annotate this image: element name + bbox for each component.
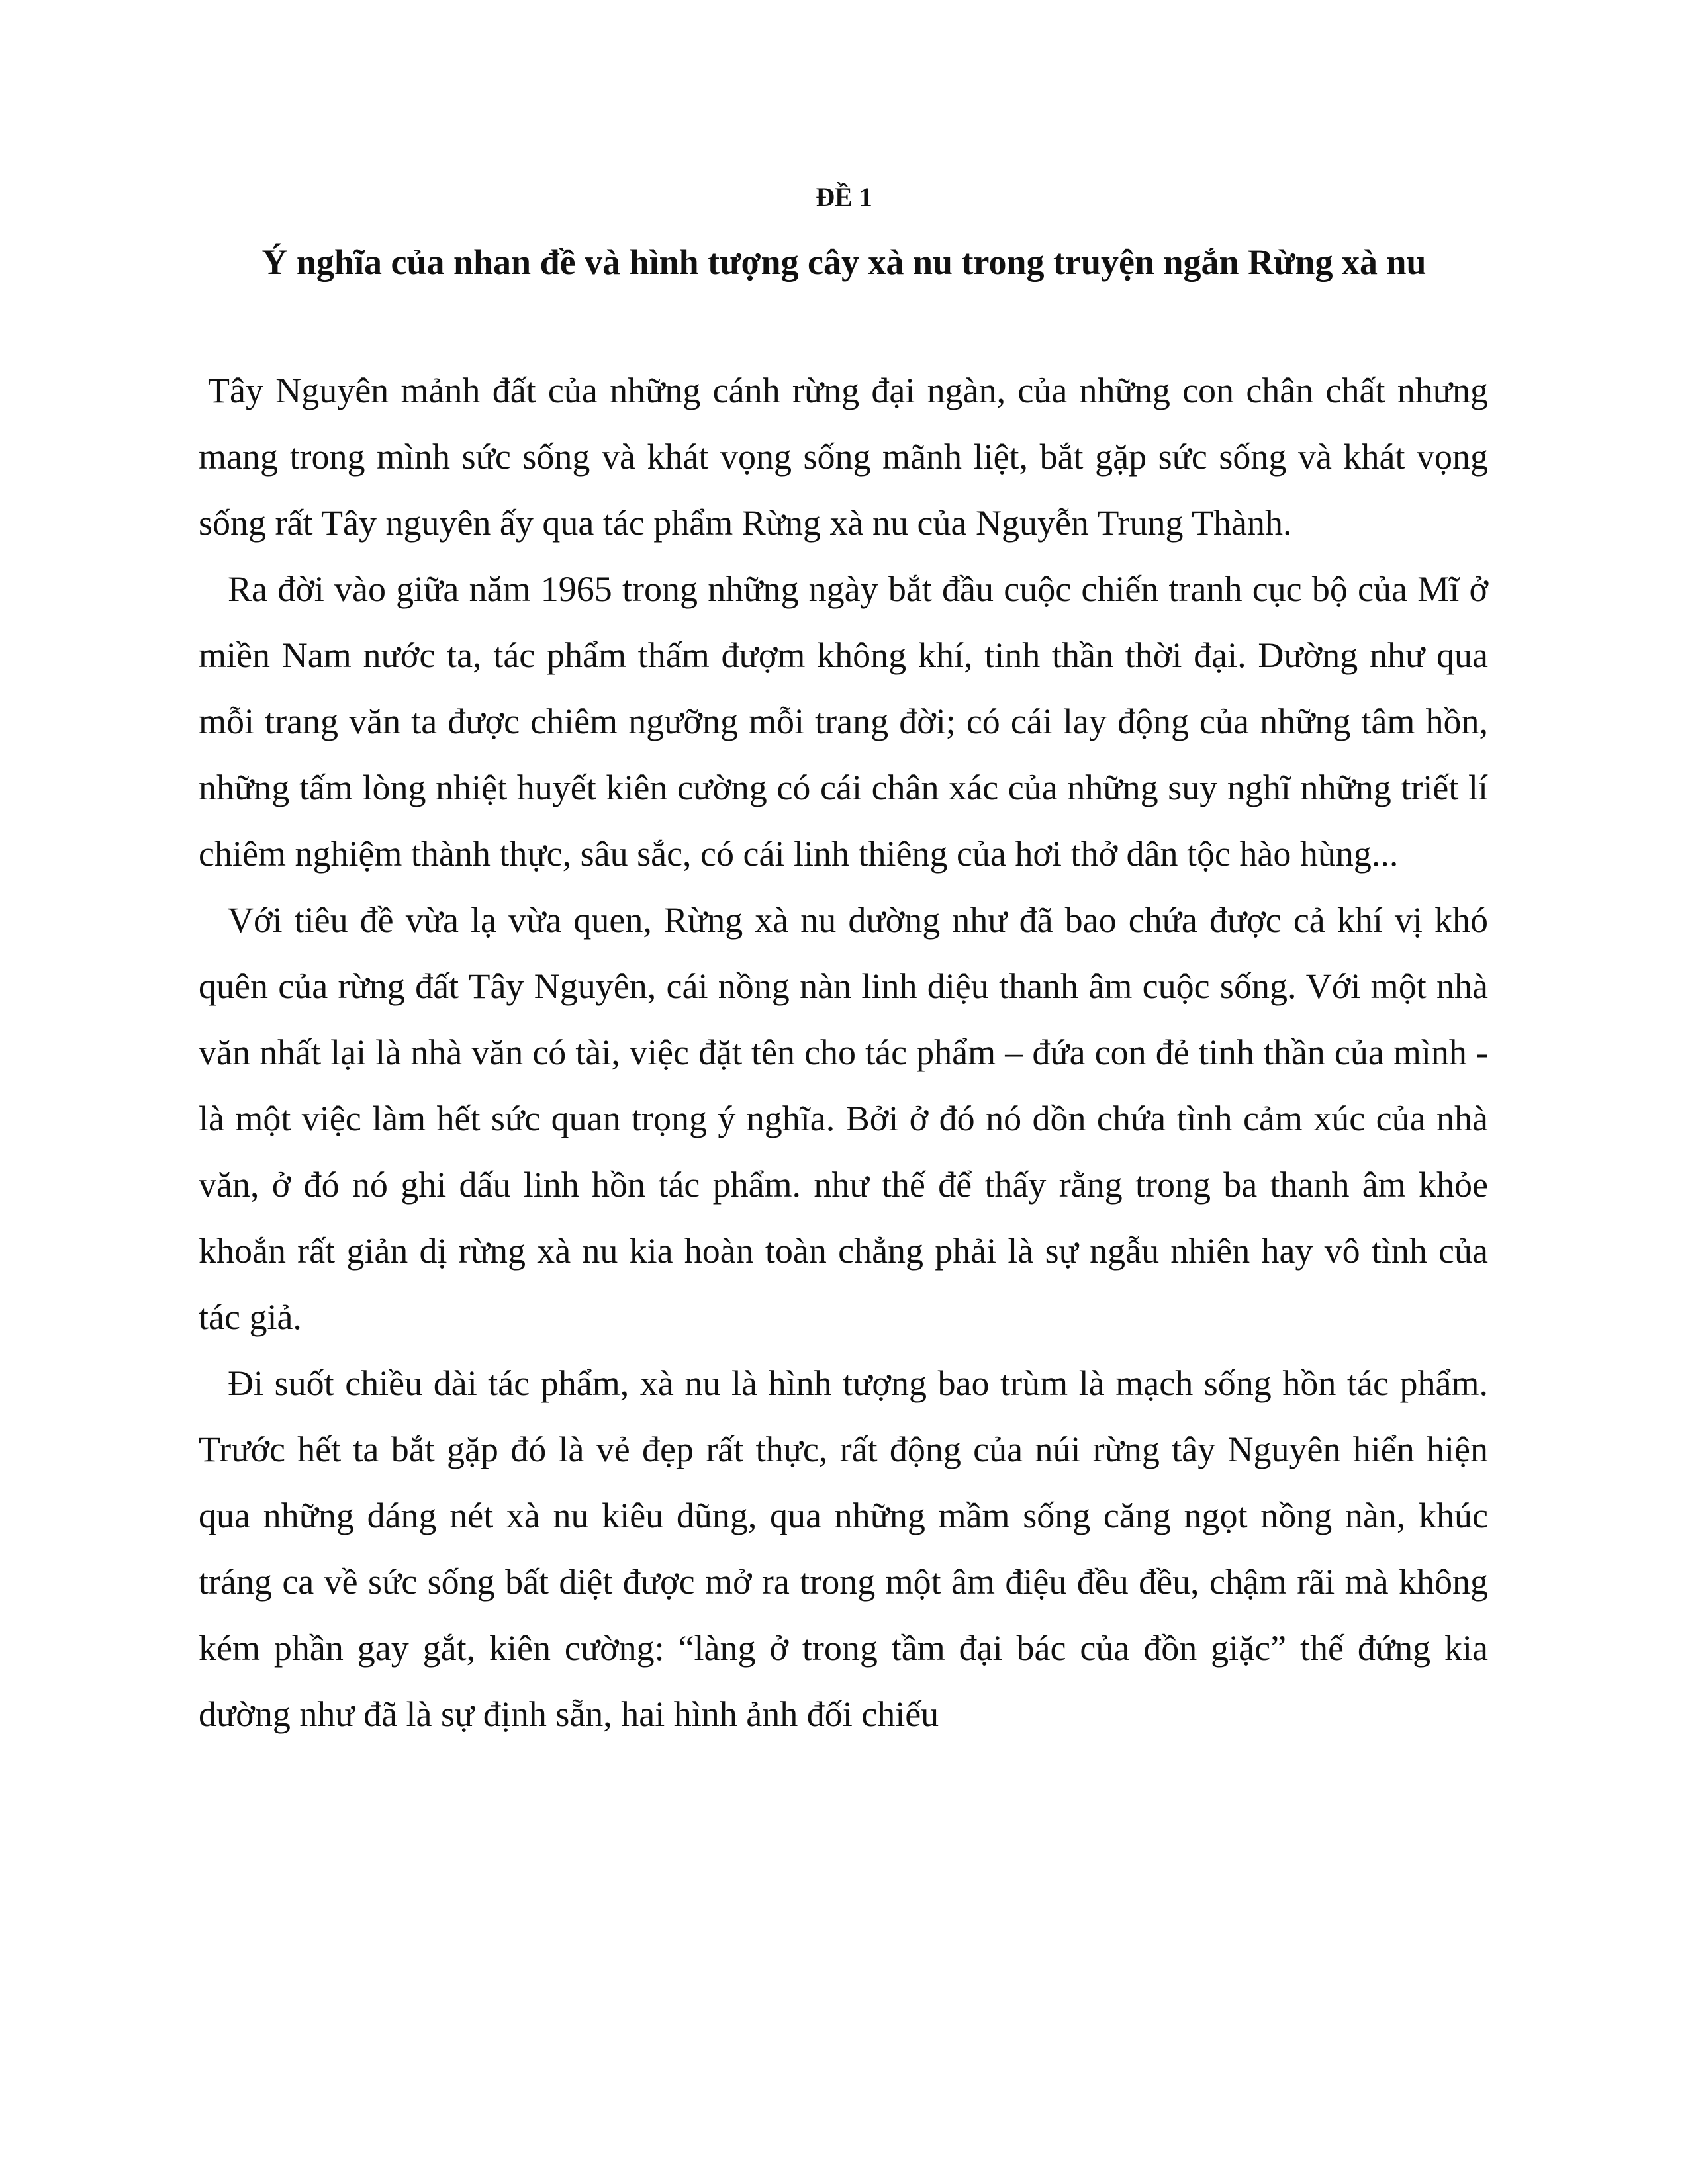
essay-body bbox=[199, 357, 1488, 1747]
paragraph-image-analysis: Đi suốt chiều dài tác phẩm, xà nu là hình tượng bao trùm là mạch sống hồn tác phẩm. Trước hết ta bắt gặp đó là vẻ đẹp rất thực, rất động của núi rừng tây Nguyên hiển hiện qua những dáng nét xà nu kiêu dũng, qua những mầm sống căng ngọt nồng nàn, khúc tráng ca về sức sống bất diệt được mở ra trong một âm điệu đều đều, chậm rãi mà không kém phần gay gắt, kiên cường: “làng ở trong tầm đại bác của đồn giặc” thế đứng kia dường như đã là sự định sẵn, hai hình ảnh đối chiếu bbox=[199, 1363, 1488, 1734]
paragraph-context: Ra đời vào giữa năm 1965 trong những ngày bắt đầu cuộc chiến tranh cục bộ của Mĩ ở miền Nam nước ta, tác phẩm thấm đượm không khí, tinh thần thời đại. Dường như qua mỗi trang văn ta được chiêm ngưỡng mỗi trang đời; có cái lay động của những tâm hồn, những tấm lòng nhiệt huyết kiên cường có cái chân xác của những suy nghĩ những triết lí chiêm nghiệm thành thực, sâu sắc, có cái linh thiêng của hơi thở dân tộc hào hùng... bbox=[199, 569, 1488, 874]
essay-title: Ý nghĩa của nhan đề và hình tượng cây xà nu trong truyện ngắn Rừng xà nu bbox=[261, 242, 1427, 282]
paragraph-intro: Tây Nguyên mảnh đất của những cánh rừng đại ngàn, của những con chân chất nhưng mang trong mình sức sống và khát vọng sống mãnh liệt, bắt gặp sức sống và khát vọng sống rất Tây nguyên ấy qua tác phẩm Rừng xà nu của Nguyễn Trung Thành. bbox=[199, 371, 1488, 543]
exam-number-heading: ĐỀ 1 bbox=[816, 182, 872, 212]
paragraph-title-meaning: Với tiêu đề vừa lạ vừa quen, Rừng xà nu dường như đã bao chứa được cả khí vị khó quên của rừng đất Tây Nguyên, cái nồng nàn linh diệu thanh âm cuộc sống. Với một nhà văn nhất lại là nhà văn có tài, việc đặt tên cho tác phẩm – đứa con đẻ tinh thần của mình - là một việc làm hết sức quan trọng ý nghĩa. Bởi ở đó nó dồn chứa tình cảm xúc của nhà văn, ở đó nó ghi dấu linh hồn tác phẩm. như thế để thấy rằng trong ba thanh âm khỏe khoắn rất giản dị rừng xà nu kia hoàn toàn chẳng phải là sự ngẫu nhiên hay vô tình của tác giả. bbox=[199, 900, 1488, 1337]
